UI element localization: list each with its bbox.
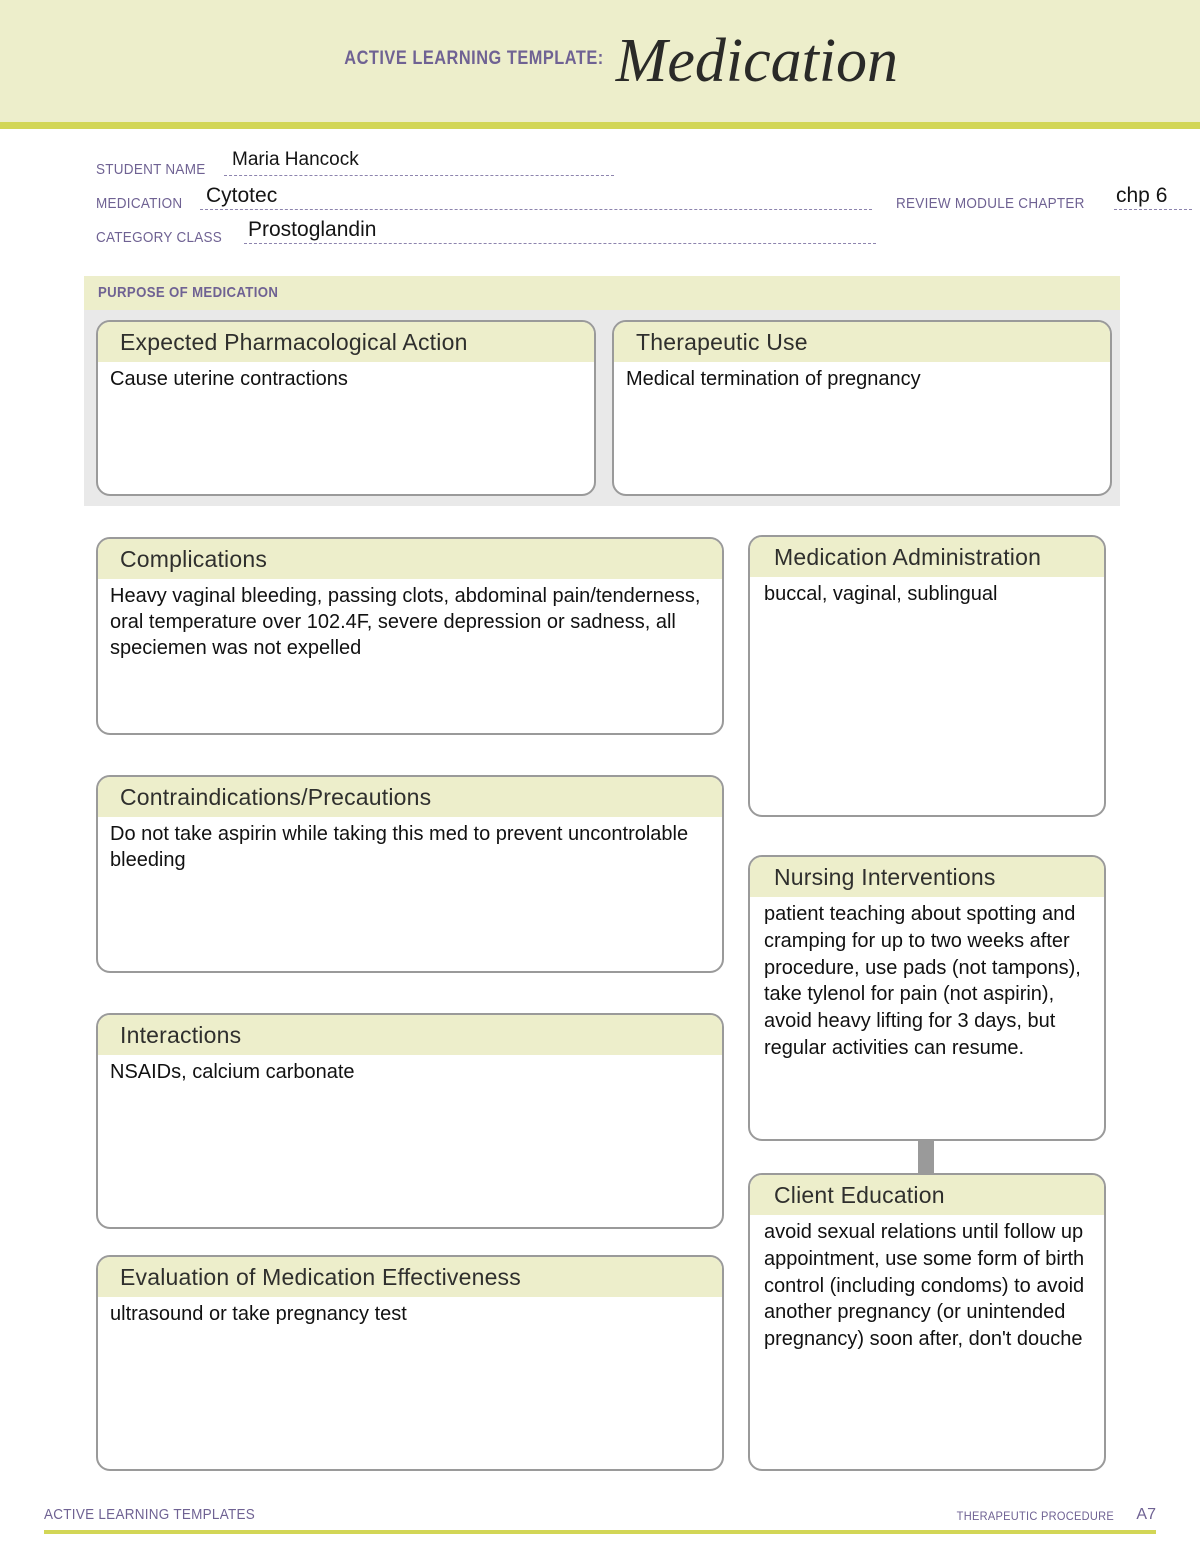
therapeutic-use-box (612, 320, 1112, 496)
page-title: Medication (615, 27, 899, 95)
nursing-to-client-education-connector (918, 1139, 934, 1175)
purpose-section-title: PURPOSE OF MEDICATION (98, 284, 279, 301)
medication-label: MEDICATION (96, 195, 183, 212)
complications-box (96, 537, 724, 735)
footer-category: THERAPEUTIC PROCEDURE (956, 1509, 1114, 1523)
review-module-chapter-rule (1114, 208, 1192, 210)
student-name-label: STUDENT NAME (96, 161, 206, 178)
therapeutic-use-text[interactable]: Medical termination of pregnancy (626, 368, 921, 390)
medication-row (96, 182, 1168, 216)
complications-text[interactable]: Heavy vaginal bleeding, passing clots, abdominal pain/tenderness, oral temperature over 102.4F, severe depression or sadness, all speciemen was not expelled (110, 585, 701, 659)
review-module-chapter-label: REVIEW MODULE CHAPTER (896, 195, 1085, 212)
expected-pharmacological-action-title: Expected Pharmacological Action (98, 322, 594, 362)
client-education-box (748, 1173, 1106, 1471)
review-module-chapter-value[interactable]: chp 6 (1116, 184, 1168, 207)
complications-title: Complications (98, 539, 722, 579)
nursing-interventions-text[interactable]: patient teaching about spotting and cramping for up to two weeks after procedure, use pads (not tampons), take tylenol for pain (not aspirin), avoid heavy lifting for 3 days, but regular activities can resume. (764, 903, 1081, 1059)
category-class-label: CATEGORY CLASS (96, 229, 223, 246)
footer-rule (44, 1530, 1156, 1534)
footer (44, 1506, 1156, 1528)
identification-fields (96, 148, 1168, 250)
template-kicker: ACTIVE LEARNING TEMPLATE: (344, 48, 604, 69)
student-name-row (96, 148, 1104, 182)
student-name-rule (224, 174, 614, 176)
client-education-text[interactable]: avoid sexual relations until follow up appointment, use some form of birth control (including condoms) to avoid another pregnancy (or unintended pregnancy) soon after, don't douche (764, 1221, 1085, 1351)
medication-administration-title: Medication Administration (750, 537, 1104, 577)
expected-pharmacological-action-box (96, 320, 596, 496)
nursing-interventions-title: Nursing Interventions (750, 857, 1104, 897)
purpose-section-header (84, 276, 1120, 310)
medication-rule (200, 208, 872, 210)
therapeutic-use-title: Therapeutic Use (614, 322, 1110, 362)
header-rule (0, 122, 1200, 129)
contraindications-precautions-text[interactable]: Do not take aspirin while taking this med to prevent uncontrolable bleeding (110, 823, 689, 871)
interactions-box (96, 1013, 724, 1229)
category-class-row (96, 216, 1104, 250)
interactions-title: Interactions (98, 1015, 722, 1055)
client-education-title: Client Education (750, 1175, 1104, 1215)
evaluation-of-medication-effectiveness-box (96, 1255, 724, 1471)
contraindications-precautions-title: Contraindications/Precautions (98, 777, 722, 817)
student-name-value[interactable]: Maria Hancock (232, 149, 359, 170)
expected-pharmacological-action-text[interactable]: Cause uterine contractions (110, 368, 348, 390)
category-class-value[interactable]: Prostoglandin (248, 218, 377, 241)
footer-brand: ACTIVE LEARNING TEMPLATES (44, 1506, 256, 1523)
evaluation-of-medication-effectiveness-title: Evaluation of Medication Effectiveness (98, 1257, 722, 1297)
nursing-interventions-box (748, 855, 1106, 1141)
medication-administration-box (748, 535, 1106, 817)
header (0, 0, 1200, 122)
category-class-rule (244, 242, 876, 244)
footer-page-number: A7 (1136, 1506, 1156, 1523)
medication-administration-text[interactable]: buccal, vaginal, sublingual (764, 583, 998, 605)
interactions-text[interactable]: NSAIDs, calcium carbonate (110, 1061, 355, 1083)
evaluation-of-medication-effectiveness-text[interactable]: ultrasound or take pregnancy test (110, 1303, 407, 1325)
medication-value[interactable]: Cytotec (206, 184, 278, 207)
contraindications-precautions-box (96, 775, 724, 973)
